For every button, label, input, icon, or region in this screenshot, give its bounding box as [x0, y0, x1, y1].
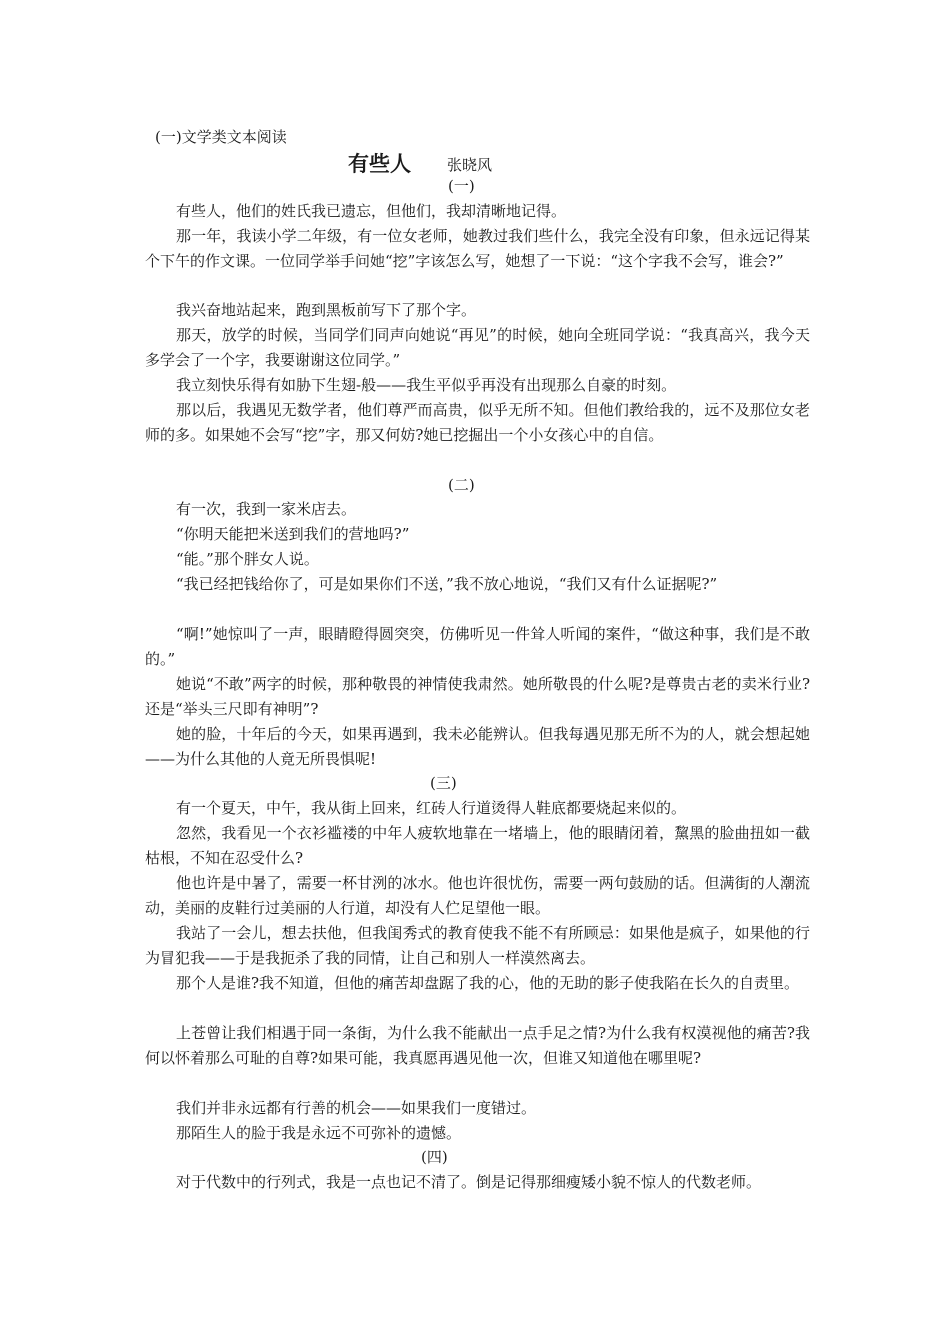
section-heading-4: (四) — [421, 1148, 448, 1166]
paragraph: 那个人是谁?我不知道，但他的痛苦却盘踞了我的心，他的无助的影子使我陷在长久的自责里。 — [176, 974, 800, 992]
paragraph: 上苍曾让我们相遇于同一条街，为什么我不能献出一点手足之情?为什么我有权漠视他的痛苦?我何以怀着那么可耻的自尊?如果可能，我真愿再遇见他一次，但谁又知道他在哪里呢? — [145, 1024, 810, 1067]
paragraph: “我已经把钱给你了，可是如果你们不送，”我不放心地说，“我们又有什么证据呢?” — [176, 575, 718, 593]
paragraph: 忽然，我看见一个衣衫褴褛的中年人疲软地靠在一堵墙上，他的眼睛闭着，黧黑的脸曲扭如一截枯根，不知在忍受什么? — [145, 824, 810, 867]
paragraph: 她的脸，十年后的今天，如果再遇到，我未必能辨认。但我每遇见那无所不为的人，就会想起她——为什么其他的人竟无所畏惧呢! — [145, 725, 810, 768]
paragraph: 那一年，我读小学二年级，有一位女老师，她教过我们些什么，我完全没有印象，但永远记得某个下午的作文课。一位同学举手问她“挖”字该怎么写，她想了一下说：“这个字我不会写，谁会?” — [145, 227, 810, 270]
section-heading-3: (三) — [430, 774, 457, 792]
section-heading-2: (二) — [448, 476, 475, 494]
section-label: (一)文学类文本阅读 — [155, 128, 287, 146]
paragraph: 我站了一会儿，想去扶他，但我闺秀式的教育使我不能不有所顾忌：如果他是疯子，如果他的行为冒犯我——于是我扼杀了我的同情，让自己和别人一样漠然离去。 — [145, 924, 810, 967]
article-title: 有些人 — [348, 151, 411, 176]
paragraph: 我立刻快乐得有如胁下生翅-般——我生平似乎再没有出现那么自豪的时刻。 — [176, 376, 677, 394]
title-row — [0, 150, 950, 178]
paragraph: “你明天能把米送到我们的营地吗?” — [176, 525, 410, 543]
paragraph: 她说“不敢”两字的时候，那种敬畏的神情使我肃然。她所敬畏的什么呢?是尊贵古老的卖米行业?还是“举头三尺即有神明”? — [145, 675, 810, 718]
paragraph: “能。”那个胖女人说。 — [176, 550, 319, 568]
paragraph: 有些人，他们的姓氏我已遗忘，但他们，我却清晰地记得。 — [176, 202, 567, 220]
paragraph: 那天，放学的时候，当同学们同声向她说“再见”的时候，她向全班同学说：“我真高兴，我今天多学会了一个字，我要谢谢这位同学。” — [145, 326, 810, 369]
paragraph: 对于代数中的行列式，我是一点也记不清了。倒是记得那细瘦矮小貌不惊人的代数老师。 — [176, 1173, 762, 1191]
paragraph: 我们并非永远都有行善的机会——如果我们一度错过。 — [176, 1099, 537, 1117]
paragraph: 那陌生人的脸于我是永远不可弥补的遗憾。 — [176, 1124, 462, 1142]
section-heading-1: (一) — [448, 177, 475, 195]
paragraph: 有一个夏天，中午，我从街上回来，红砖人行道烫得人鞋底都要烧起来似的。 — [176, 799, 687, 817]
paragraph: “啊!”她惊叫了一声，眼睛瞪得圆突突，仿佛听见一件耸人听闻的案件，“做这种事，我们是不敢的。” — [145, 625, 810, 668]
paragraph: 有一次，我到一家米店去。 — [176, 500, 357, 518]
paragraph: 那以后，我遇见无数学者，他们尊严而高贵，似乎无所不知。但他们教给我的，远不及那位女老师的多。如果她不会写“挖”字，那又何妨?她已挖掘出一个小女孩心中的自信。 — [145, 401, 810, 444]
paragraph: 他也许是中暑了，需要一杯甘洌的冰水。他也许很忧伤，需要一两句鼓励的话。但满街的人潮流动，美丽的皮鞋行过美丽的人行道，却没有人伫足望他一眼。 — [145, 874, 810, 917]
paragraph: 我兴奋地站起来，跑到黑板前写下了那个字。 — [176, 301, 477, 319]
article-author: 张晓风 — [447, 156, 493, 174]
